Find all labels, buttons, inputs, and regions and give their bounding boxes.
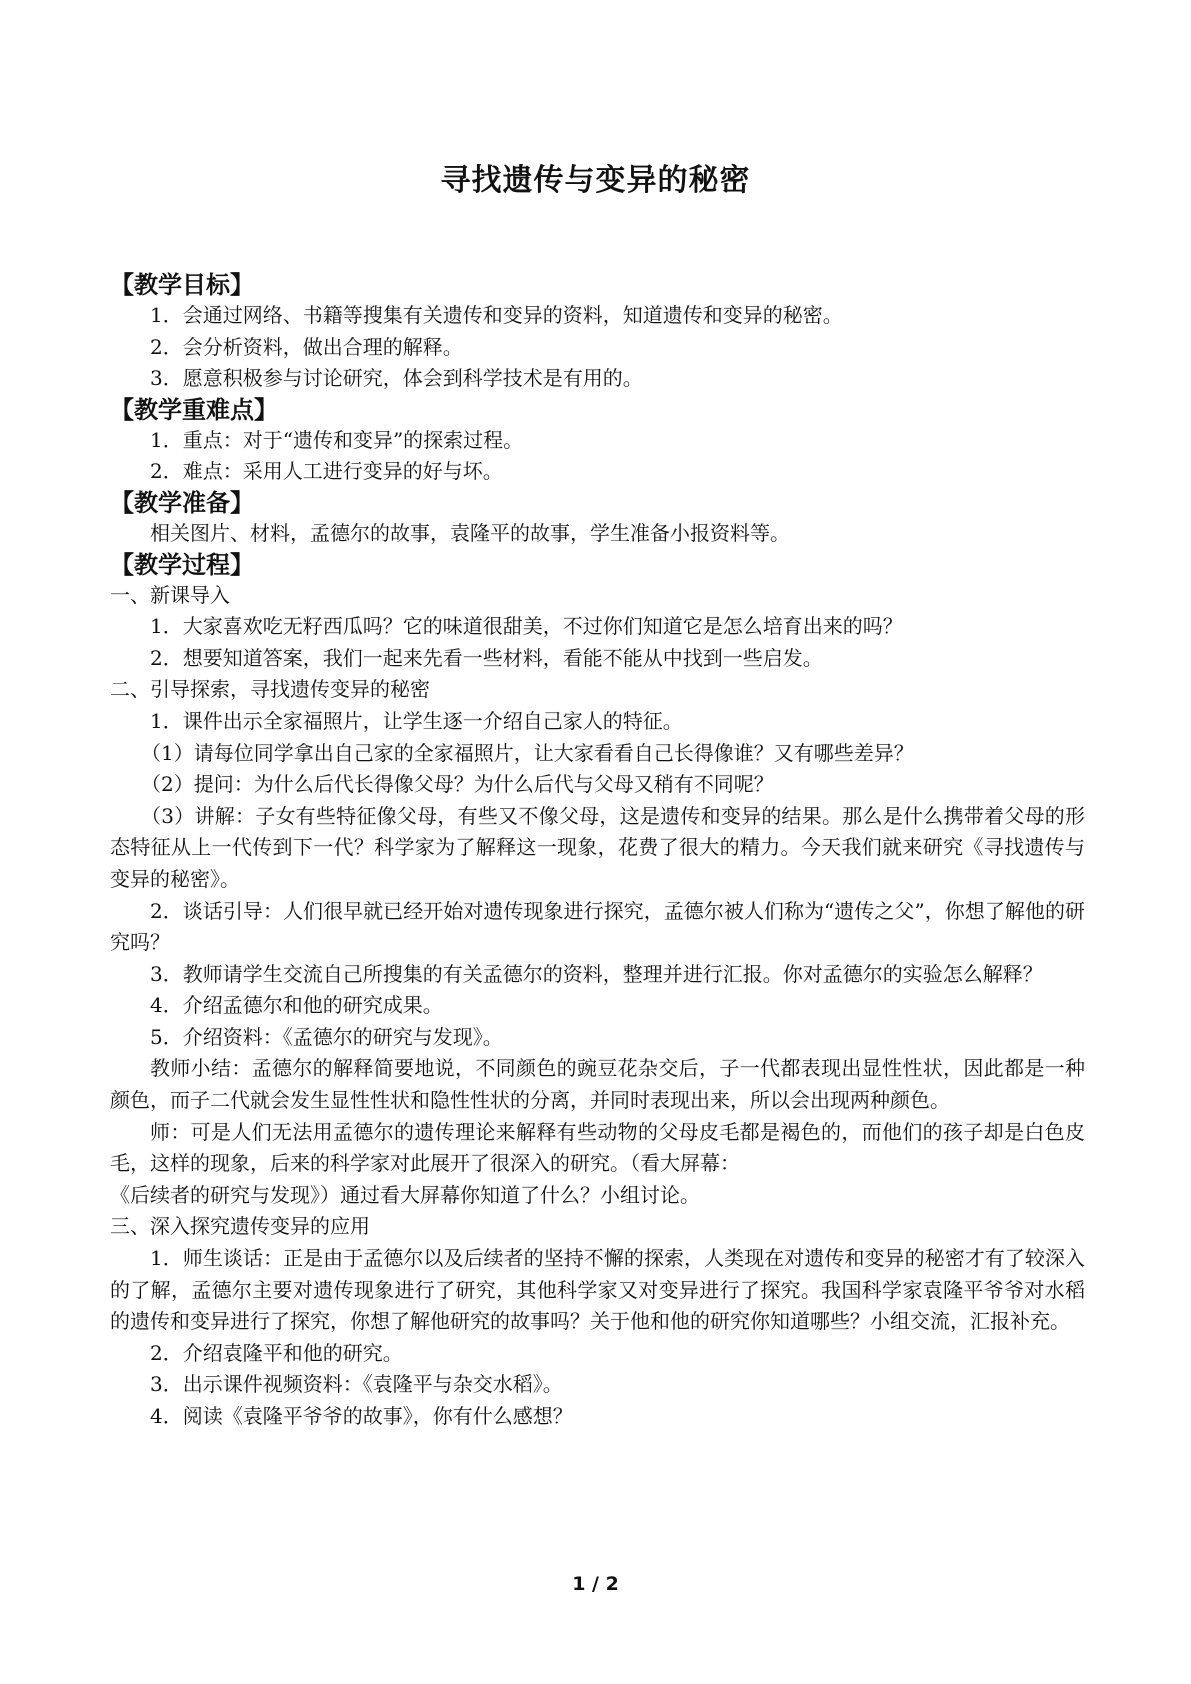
process-item: 1．大家喜欢吃无籽西瓜吗？它的味道很甜美，不过你们知道它是怎么培育出来的吗？ <box>150 614 903 639</box>
key-point-item: 1．重点：对于“遗传和变异”的探索过程。 <box>150 427 524 452</box>
process-sub-item: （3）讲解：子女有些特征像父母，有些又不像父母，这是遗传和变异的结果。那么是什么携带着父母的形态特征从上一代传到下一代？科学家为了解释这一现象，花费了很大的精力。今天我们就来研究《寻找遗传与变异的秘密》。 <box>110 803 1085 891</box>
process-item: 1．课件出示全家福照片，让学生逐一介绍自己家人的特征。 <box>150 708 683 733</box>
process-sub-item: （1）请每位同学拿出自己家的全家福照片，让大家看看自己长得像谁？又有哪些差异？ <box>141 740 914 765</box>
document-body <box>110 270 1085 1433</box>
process-item: 4．介绍孟德尔和他的研究成果。 <box>150 993 443 1018</box>
goal-item: 3．愿意积极参与讨论研究，体会到科学技术是有用的。 <box>150 366 643 391</box>
goal-item: 2．会分析资料，做出合理的解释。 <box>150 334 463 359</box>
process-item: 3．教师请学生交流自己所搜集的有关孟德尔的资料，整理并进行汇报。你对孟德尔的实验怎么解释？ <box>150 961 1043 986</box>
process-item: 2．介绍袁隆平和他的研究。 <box>150 1340 403 1365</box>
process-part-title: 一、新课导入 <box>110 582 230 607</box>
teacher-remark: 师：可是人们无法用孟德尔的遗传理论来解释有些动物的父母皮毛都是褐色的，而他们的孩子却是白色皮毛，这样的现象，后来的科学家对此展开了很深入的研究。（看大屏幕： <box>110 1119 1085 1176</box>
process-item: 5．介绍资料：《孟德尔的研究与发现》。 <box>150 1024 503 1049</box>
process-sub-item: （2）提问：为什么后代长得像父母？为什么后代与父母又稍有不同呢？ <box>141 772 774 797</box>
teacher-summary: 教师小结：孟德尔的解释简要地说，不同颜色的豌豆花杂交后，子一代都表现出显性性状，因此都是一种颜色，而子二代就会发生显性性状和隐性性状的分离，并同时表现出来，所以会出现两种颜色。 <box>110 1056 1085 1113</box>
process-part-title: 二、引导探索，寻找遗传变异的秘密 <box>110 677 430 702</box>
process-item: 3．出示课件视频资料：《袁隆平与杂交水稻》。 <box>150 1372 563 1397</box>
teacher-remark-continued: 《后续者的研究与发现》）通过看大屏幕你知道了什么？小组讨论。 <box>110 1182 700 1207</box>
section-heading-preparation: 【教学准备】 <box>110 488 254 517</box>
section-heading-process: 【教学过程】 <box>110 550 254 579</box>
page-number: 1 / 2 <box>572 1573 619 1595</box>
section-heading-key-points: 【教学重难点】 <box>110 395 278 424</box>
process-part-title: 三、深入探究遗传变异的应用 <box>110 1214 370 1239</box>
key-point-item: 2．难点：采用人工进行变异的好与坏。 <box>150 459 503 484</box>
process-item: 4．阅读《袁隆平爷爷的故事》，你有什么感想？ <box>150 1404 573 1428</box>
process-item: 2．谈话引导：人们很早就已经开始对遗传现象进行探究，孟德尔被人们称为“遗传之父”，你想了解他的研究吗？ <box>110 898 1085 955</box>
process-item: 1．师生谈话：正是由于孟德尔以及后续者的坚持不懈的探索，人类现在对遗传和变异的秘密才有了较深入的了解，孟德尔主要对遗传现象进行了研究，其他科学家又对变异进行了探究。我国科学家袁隆平爷爷对水稻的遗传和变异进行了探究，你想了解他研究的故事吗？关于他和他的研究你知道哪些？小组交流，汇报补充。 <box>110 1246 1085 1334</box>
document-title: 寻找遗传与变异的秘密 <box>440 163 751 198</box>
preparation-text: 相关图片、材料，孟德尔的故事，袁隆平的故事，学生准备小报资料等。 <box>150 520 790 545</box>
process-item: 2．想要知道答案，我们一起来先看一些材料，看能不能从中找到一些启发。 <box>150 645 823 670</box>
goal-item: 1．会通过网络、书籍等搜集有关遗传和变异的资料，知道遗传和变异的秘密。 <box>150 303 843 327</box>
section-heading-goals: 【教学目标】 <box>110 271 254 299</box>
